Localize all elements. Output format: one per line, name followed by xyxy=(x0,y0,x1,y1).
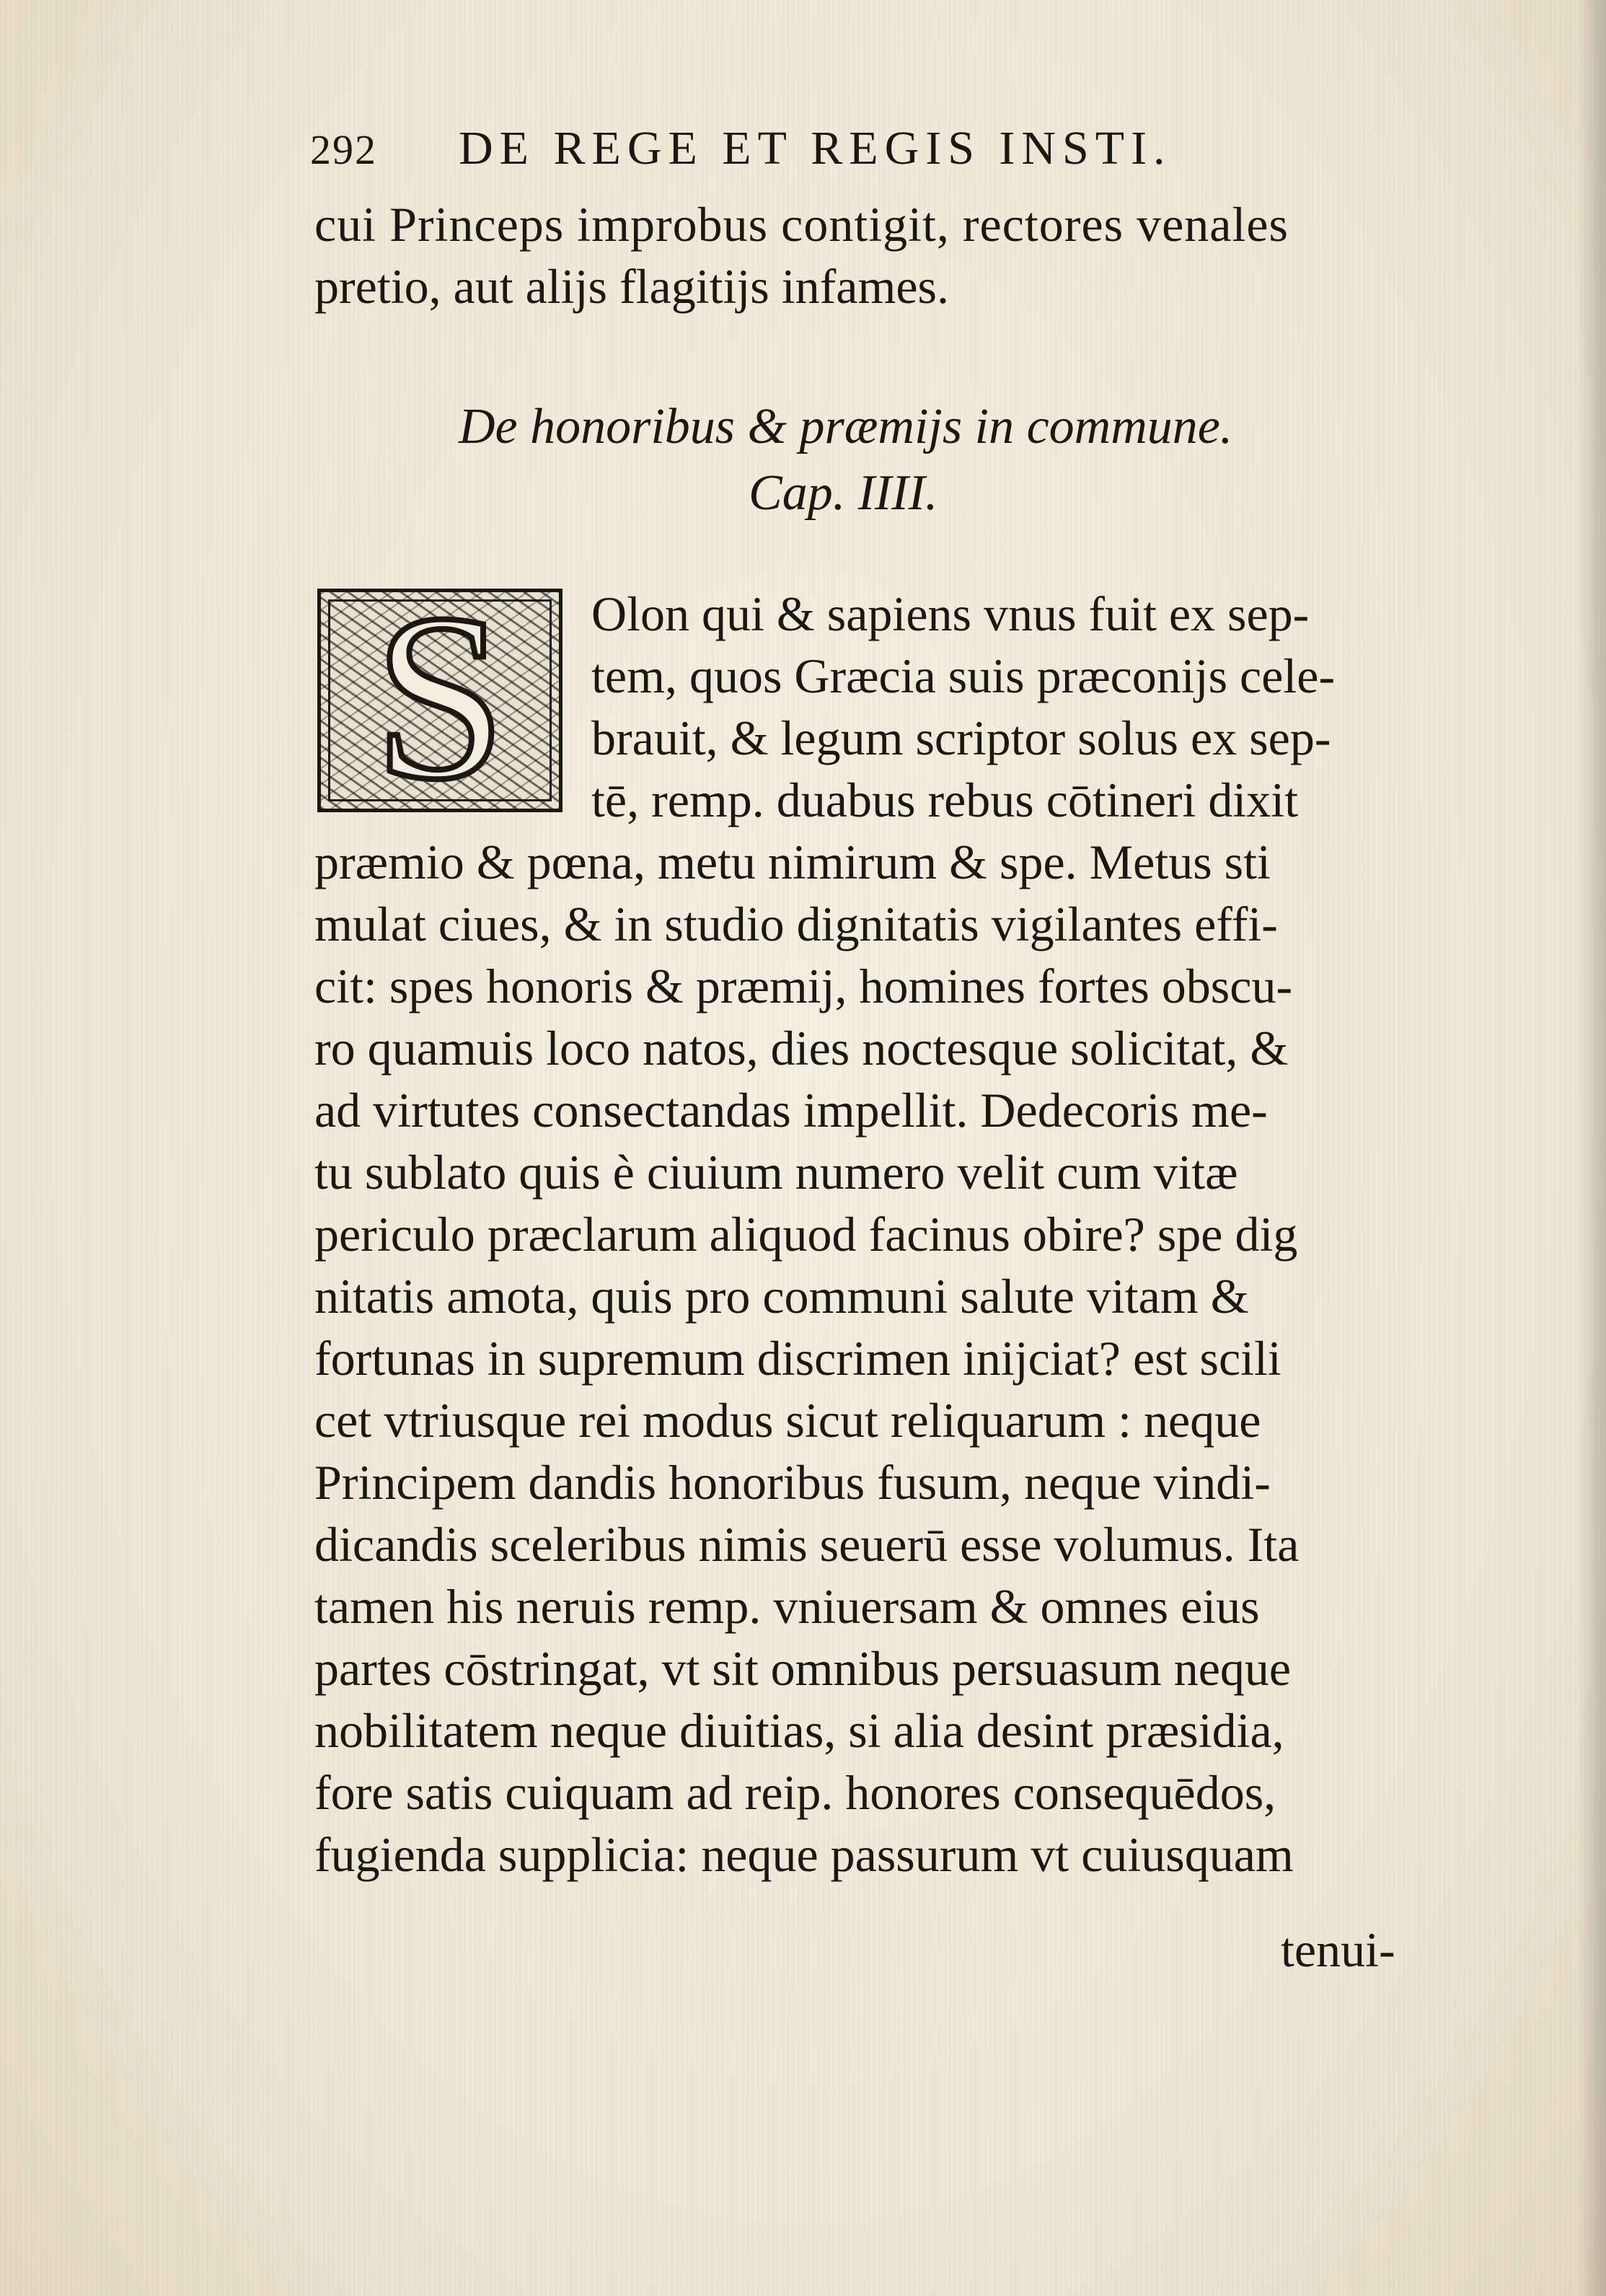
text-line: nitatis amota, quis pro communi salute vitam & xyxy=(314,1269,1249,1324)
text-line: ad virtutes consectandas impellit. Dedecoris me- xyxy=(314,1083,1268,1138)
running-head: DE REGE ET REGIS INSTI. xyxy=(459,122,1172,175)
page-header xyxy=(310,121,1276,186)
text-line: tamen his neruis remp. vniuersam & omnes eius xyxy=(314,1579,1260,1634)
text-line: tē, remp. duabus rebus cōtineri dixit xyxy=(591,773,1299,827)
text-line: præmio & pœna, metu nimirum & spe. Metus sti xyxy=(314,835,1271,889)
text-line: partes cōstringat, vt sit omnibus persuasum neque xyxy=(314,1641,1292,1696)
text-line: fortunas in supremum discrimen inijciat? est scili xyxy=(314,1331,1281,1386)
text-line: cit: spes honoris & præmij, homines fortes obscu- xyxy=(314,959,1293,1013)
chapter-number: Cap. IIII. xyxy=(749,465,938,521)
text-line: Principem dandis honoribus fusum, neque vindi- xyxy=(314,1455,1271,1510)
page-edge-shadow xyxy=(1577,0,1606,2296)
text-line: periculo præclarum aliquod facinus obire? spe dig xyxy=(314,1207,1298,1262)
page-number: 292 xyxy=(310,126,377,173)
text-line: cui Princeps improbus contigit, rectores venales xyxy=(314,197,1289,252)
text-line: cet vtriusque rei modus sicut reliquarum : neque xyxy=(314,1393,1261,1448)
initial-letter: S xyxy=(374,589,506,812)
text-line: tu sublato quis è ciuium numero velit cum vitæ xyxy=(314,1145,1238,1200)
text-line: brauit, & legum scriptor solus ex sep- xyxy=(591,711,1331,765)
text-line: tem, quos Græcia suis præconijs cele- xyxy=(591,648,1336,703)
text-line: mulat ciues, & in studio dignitatis vigilantes effi- xyxy=(314,897,1278,951)
text-line: pretio, aut alijs flagitijs infames. xyxy=(314,259,950,314)
text-line: fugienda supplicia: neque passurum vt cuiusquam xyxy=(314,1827,1294,1882)
text-line: fore satis cuiquam ad reip. honores consequēdos, xyxy=(314,1765,1276,1820)
text-line: ro quamuis loco natos, dies noctesque solicitat, & xyxy=(314,1021,1289,1076)
decorated-initial-woodcut xyxy=(317,589,562,812)
text-line: dicandis sceleribus nimis seuerū esse volumus. Ita xyxy=(314,1517,1300,1572)
text-line: Olon qui & sapiens vnus fuit ex sep- xyxy=(591,586,1310,641)
text-line: nobilitatem neque diuitias, si alia desint præsidia, xyxy=(314,1703,1284,1758)
chapter-title: De honoribus & præmijs in commune. xyxy=(459,399,1233,454)
catchword: tenui- xyxy=(1281,1922,1395,1977)
